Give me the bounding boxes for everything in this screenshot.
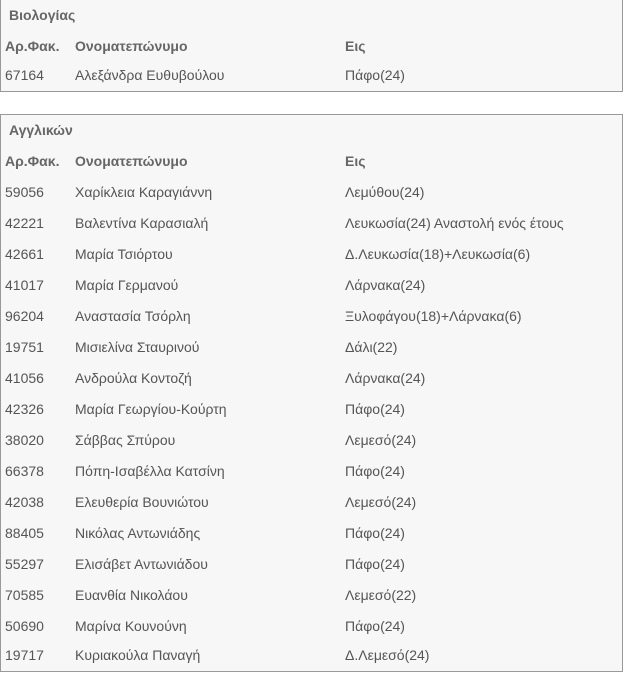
header-file-number: Αρ.Φακ. <box>5 38 60 54</box>
cell-file-number: 66378 <box>5 463 44 479</box>
cell-full-name: Μαρία Γερμανού <box>75 277 179 293</box>
cell-full-name: Αναστασία Τσόρλη <box>75 308 191 324</box>
header-file-number: Αρ.Φακ. <box>5 153 60 169</box>
header-destination: Εις <box>345 153 366 169</box>
cell-destination: Δ.Λεμεσό(24) <box>345 647 430 663</box>
cell-file-number: 42038 <box>5 494 44 510</box>
cell-full-name: Ανδρούλα Κοντοζή <box>75 370 192 386</box>
cell-file-number: 55297 <box>5 556 44 572</box>
cell-full-name: Ευανθία Νικολάου <box>75 587 188 603</box>
table-header <box>1 31 622 62</box>
table-body <box>1 62 622 91</box>
cell-full-name: Ελευθερία Βουνιώτου <box>75 494 209 510</box>
section-gap <box>0 92 624 114</box>
table-row <box>1 177 622 208</box>
section-title: Βιολογίας <box>9 7 76 23</box>
cell-file-number: 38020 <box>5 432 44 448</box>
cell-destination: Πάφο(24) <box>345 525 405 541</box>
table-body <box>1 177 622 671</box>
cell-destination: Λεμεσό(24) <box>345 494 417 510</box>
cell-full-name: Μισιελίνα Σταυρινού <box>75 339 200 355</box>
table-row <box>1 549 622 580</box>
cell-destination: Πάφο(24) <box>345 463 405 479</box>
header-destination: Εις <box>345 38 366 54</box>
cell-file-number: 70585 <box>5 587 44 603</box>
table-row <box>1 518 622 549</box>
cell-full-name: Πόπη-Ισαβέλλα Κατσίνη <box>75 463 225 479</box>
cell-full-name: Μαρία Τσιόρτου <box>75 246 173 262</box>
cell-full-name: Σάββας Σπύρου <box>75 432 176 448</box>
table-row <box>1 394 622 425</box>
cell-file-number: 42661 <box>5 246 44 262</box>
cell-file-number: 19717 <box>5 647 44 663</box>
table-row <box>1 239 622 270</box>
header-full-name: Ονοματεπώνυμο <box>75 153 188 169</box>
cell-full-name: Νικόλας Αντωνιάδης <box>75 525 201 541</box>
table-row <box>1 580 622 611</box>
cell-destination: Λεμεσό(22) <box>345 587 417 603</box>
cell-file-number: 42326 <box>5 401 44 417</box>
cell-destination: Λάρνακα(24) <box>345 370 426 386</box>
cell-full-name: Μαρία Γεωργίου-Κούρτη <box>75 401 227 417</box>
cell-full-name: Μαρίνα Κουνούνη <box>75 618 187 634</box>
section-biology <box>0 0 623 92</box>
cell-file-number: 41056 <box>5 370 44 386</box>
cell-full-name: Κυριακούλα Παναγή <box>75 647 201 663</box>
cell-destination: Λευκωσία(24) Αναστολή ενός έτους <box>345 215 564 231</box>
cell-destination: Πάφο(24) <box>345 401 405 417</box>
table-row <box>1 611 622 642</box>
cell-full-name: Αλεξάνδρα Ευθυβούλου <box>75 67 225 83</box>
table-row <box>1 425 622 456</box>
cell-destination: Δ.Λευκωσία(18)+Λευκωσία(6) <box>345 246 531 262</box>
header-full-name: Ονοματεπώνυμο <box>75 38 188 54</box>
table-row <box>1 363 622 394</box>
cell-destination: Λεμύθου(24) <box>345 184 425 200</box>
table-row <box>1 456 622 487</box>
cell-full-name: Βαλεντίνα Καρασιαλή <box>75 215 209 231</box>
cell-destination: Πάφο(24) <box>345 67 405 83</box>
cell-file-number: 50690 <box>5 618 44 634</box>
cell-file-number: 88405 <box>5 525 44 541</box>
cell-file-number: 19751 <box>5 339 44 355</box>
cell-destination: Λεμεσό(24) <box>345 432 417 448</box>
table-row <box>1 208 622 239</box>
section-title: Αγγλικών <box>9 122 73 138</box>
table-row <box>1 62 622 91</box>
cell-file-number: 96204 <box>5 308 44 324</box>
table-row <box>1 270 622 301</box>
cell-full-name: Ελισάβετ Αντωνιάδου <box>75 556 208 572</box>
cell-destination: Λάρνακα(24) <box>345 277 426 293</box>
table-row <box>1 642 622 671</box>
cell-file-number: 59056 <box>5 184 44 200</box>
cell-file-number: 67164 <box>5 67 44 83</box>
cell-file-number: 42221 <box>5 215 44 231</box>
cell-full-name: Χαρίκλεια Καραγιάννη <box>75 184 213 200</box>
cell-destination: Ξυλοφάγου(18)+Λάρνακα(6) <box>345 308 522 324</box>
cell-destination: Δάλι(22) <box>345 339 398 355</box>
cell-file-number: 41017 <box>5 277 44 293</box>
table-header <box>1 146 622 177</box>
table-row <box>1 487 622 518</box>
table-row <box>1 332 622 363</box>
cell-destination: Πάφο(24) <box>345 556 405 572</box>
table-row <box>1 301 622 332</box>
cell-destination: Πάφο(24) <box>345 618 405 634</box>
section-english <box>0 114 623 672</box>
